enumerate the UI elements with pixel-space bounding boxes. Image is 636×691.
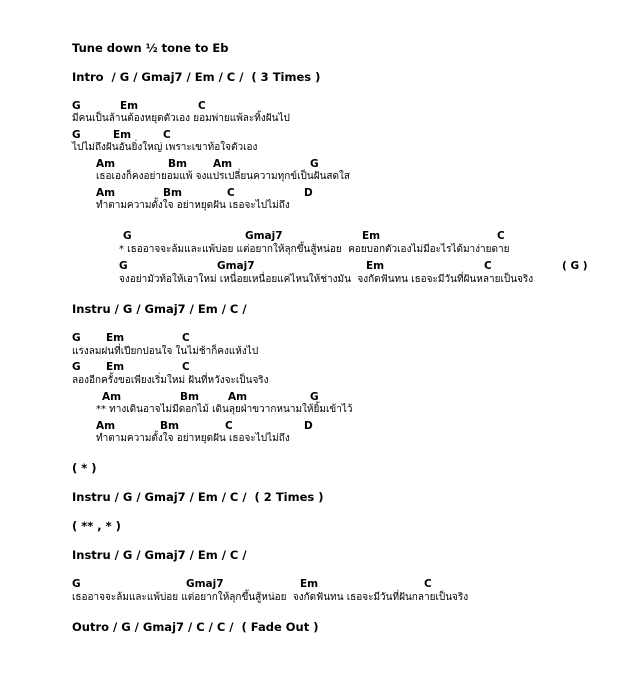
chord: G xyxy=(123,230,132,242)
lyric-line: ทำตามความตั้งใจ อย่าหยุดฝัน เธอจะไปไม่ถึง xyxy=(96,433,290,444)
chord: D xyxy=(304,187,313,199)
lyric-line: ทำตามความตั้งใจ อย่าหยุดฝัน เธอจะไปไม่ถึง xyxy=(96,200,290,211)
lyric-line: มีคนเป็นล้านต้องหยุดตัวเอง ยอมพ่ายแพ้ละทิ้งฝันไป xyxy=(72,113,290,124)
chord: Bm xyxy=(180,391,199,403)
chord: C xyxy=(497,230,505,242)
instrumental-line: Instru / G / Gmaj7 / Em / C / ( 2 Times ) xyxy=(72,490,324,504)
chord: Em xyxy=(106,332,125,344)
chord: C xyxy=(182,332,190,344)
chord: Em xyxy=(362,230,381,242)
lyric-line: แรงลมฝนที่เปียกปอนใจ ในไม่ช้าก็คงแห้งไป xyxy=(72,346,259,357)
chord: C xyxy=(227,187,235,199)
chord: C xyxy=(225,420,233,432)
chord: Em xyxy=(106,361,125,373)
outro-line: Outro / G / Gmaj7 / C / C / ( Fade Out ) xyxy=(72,620,319,634)
lyric-line: ลองอีกครั้งขอเพียงเริ่มใหม่ ฝันที่หวังจะเป็นจริง xyxy=(72,375,269,386)
repeat-marker: ( ** , * ) xyxy=(72,519,121,533)
chord: Am xyxy=(96,420,116,432)
chord: Em xyxy=(113,129,132,141)
chord: Am xyxy=(228,391,248,403)
lyric-line: จงอย่ามัวท้อให้เอาใหม่ เหนื่อยเหนื่อยแค่ไหนให้ช่างมัน จงกัดฟันทน เธอจะมีวันที่ฝันหลายเป็นจริง xyxy=(119,274,534,285)
repeat-marker: ( * ) xyxy=(72,461,97,475)
chord: Am xyxy=(96,187,116,199)
chord: C xyxy=(484,260,492,272)
chord: Bm xyxy=(163,187,182,199)
chord: G xyxy=(72,129,81,141)
tuning-note: Tune down ½ tone to Eb xyxy=(72,41,229,55)
instrumental-line: Instru / G / Gmaj7 / Em / C / xyxy=(72,548,247,562)
lyric-line: เธออาจจะล้มและแพ้บ่อย แต่อยากให้ลุกขึ้นสู้หน่อย จงกัดฟันทน เธอจะมีวันที่ฝันกลายเป็นจริง xyxy=(72,592,469,603)
chord: G xyxy=(119,260,128,272)
chord: G xyxy=(72,361,81,373)
chord: C xyxy=(198,100,206,112)
chord: G xyxy=(72,100,81,112)
chord: Gmaj7 xyxy=(245,230,283,242)
chord: C xyxy=(182,361,190,373)
lyric-line: * เธออาจจะล้มและแพ้บ่อย แต่อยากให้ลุกขึ้นสู้หน่อย คอยบอกตัวเองไม่มีอะไรได้มาง่ายดาย xyxy=(119,244,510,255)
chord: Gmaj7 xyxy=(217,260,255,272)
chord: C xyxy=(424,578,432,590)
chord: Em xyxy=(366,260,385,272)
intro-line: Intro / G / Gmaj7 / Em / C / ( 3 Times ) xyxy=(72,70,321,84)
chord: ( G ) xyxy=(562,260,588,272)
chord: Bm xyxy=(160,420,179,432)
chord: D xyxy=(304,420,313,432)
chord: G xyxy=(72,578,81,590)
chord: Em xyxy=(120,100,139,112)
lyric-line: ** ทางเดินอาจไม่มีดอกไม้ เดินลุยฝ่าขวากหนามให้ยิ้มเข้าไว้ xyxy=(96,404,353,415)
chord: Am xyxy=(213,158,233,170)
lyric-line: ไปไม่ถึงฝันอันยิ่งใหญ่ เพราะเขาท้อใจตัวเอง xyxy=(72,142,258,153)
chord: Am xyxy=(96,158,116,170)
chord: C xyxy=(163,129,171,141)
lyric-line: เธอเองก็คงอย่ายอมแพ้ จงแปรเปลี่ยนความทุกข์เป็นฝันสดใส xyxy=(96,171,350,182)
chord: Em xyxy=(300,578,319,590)
chord: Bm xyxy=(168,158,187,170)
chord: G xyxy=(72,332,81,344)
chord: G xyxy=(310,158,319,170)
instrumental-line: Instru / G / Gmaj7 / Em / C / xyxy=(72,302,247,316)
chord: Gmaj7 xyxy=(186,578,224,590)
chord: Am xyxy=(102,391,122,403)
chord: G xyxy=(310,391,319,403)
